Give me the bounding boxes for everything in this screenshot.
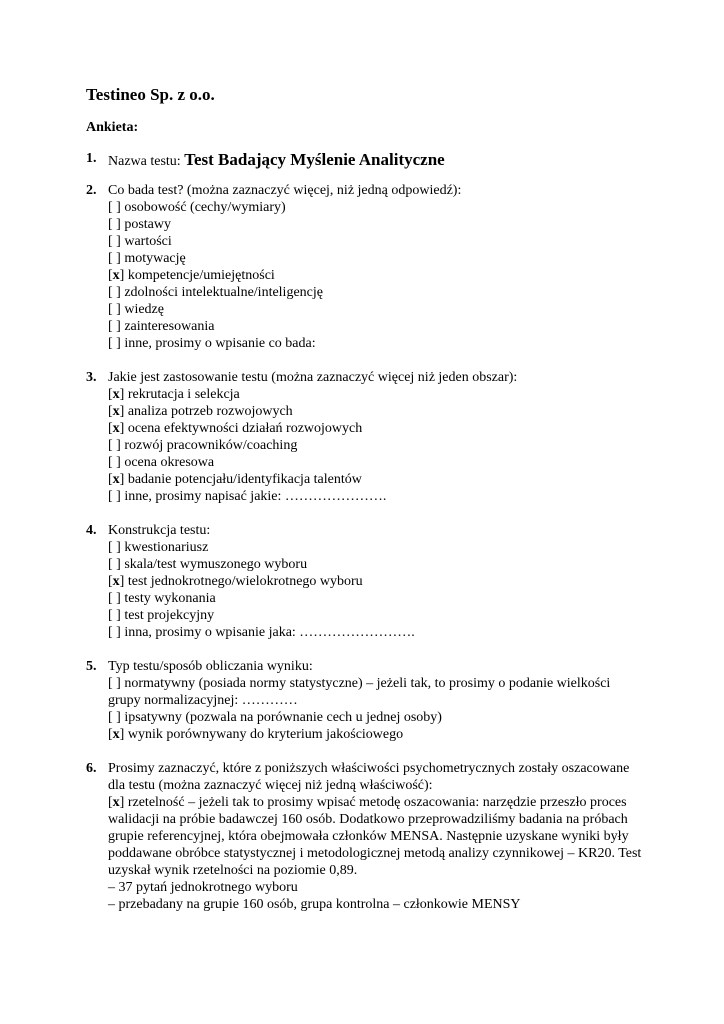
- checkbox-checked[interactable]: [x]: [108, 472, 125, 487]
- checkbox-checked[interactable]: [x]: [108, 387, 125, 402]
- option-label: osobowość (cechy/wymiary): [124, 200, 286, 215]
- option-label: test projekcyjny: [124, 608, 215, 623]
- company-name: Testineo Sp. z o.o.: [86, 85, 215, 104]
- question-1: [86, 150, 646, 170]
- option-label: zainteresowania: [124, 319, 215, 334]
- checkbox-unchecked[interactable]: [ ]: [108, 285, 121, 300]
- question-label: Nazwa testu:: [108, 154, 181, 169]
- checkbox-unchecked[interactable]: [ ]: [108, 625, 121, 640]
- option-inna: [108, 624, 646, 641]
- checkbox-checked[interactable]: [x]: [108, 574, 125, 589]
- question-text: Konstrukcja testu:: [108, 523, 211, 538]
- checkbox-unchecked[interactable]: [ ]: [108, 608, 121, 623]
- question-number: 2.: [86, 183, 97, 198]
- checkbox-unchecked[interactable]: [ ]: [108, 438, 121, 453]
- checkbox-checked[interactable]: [x]: [108, 404, 125, 419]
- option-testy-wykonania: [108, 590, 646, 607]
- test-name: Test Badający Myślenie Analityczne: [184, 150, 445, 169]
- option-test-wyboru: [108, 573, 646, 590]
- question-number: 6.: [86, 761, 97, 776]
- option-label: ocena efektywności działań rozwojowych: [127, 421, 363, 436]
- checkbox-unchecked[interactable]: [ ]: [108, 234, 121, 249]
- question-number: 3.: [86, 370, 97, 385]
- question-text: Co bada test? (można zaznaczyć więcej, niż jedną odpowiedź):: [108, 183, 462, 198]
- checkbox-unchecked[interactable]: [ ]: [108, 710, 121, 725]
- option-wiedze: [108, 301, 646, 318]
- option-osobowosc: [108, 199, 646, 216]
- checkbox-unchecked[interactable]: [ ]: [108, 217, 121, 232]
- question-number: 4.: [86, 523, 97, 538]
- question-3: [86, 369, 646, 505]
- checkbox-unchecked[interactable]: [ ]: [108, 540, 121, 555]
- option-inne: [108, 335, 646, 352]
- option-rozwoj: [108, 437, 646, 454]
- checkbox-unchecked[interactable]: [ ]: [108, 302, 121, 317]
- option-label: postawy: [124, 217, 171, 232]
- checkbox-unchecked[interactable]: [ ]: [108, 251, 121, 266]
- checkbox-checked[interactable]: [x]: [108, 268, 125, 283]
- check-mark: x: [112, 727, 120, 742]
- question-text: Jakie jest zastosowanie testu (można zaznaczyć więcej niż jeden obszar):: [108, 370, 518, 385]
- checkbox-checked[interactable]: [x]: [108, 795, 125, 810]
- option-label: kwestionariusz: [124, 540, 209, 555]
- check-mark: x: [112, 795, 120, 810]
- option-inne: [108, 488, 646, 505]
- question-5: [86, 658, 646, 743]
- check-mark: x: [112, 421, 120, 436]
- option-label: kompetencje/umiejętności: [127, 268, 275, 283]
- option-label: wynik porównywany do kryterium jakościowego: [127, 727, 404, 742]
- option-rzetelnosc: [108, 794, 646, 879]
- option-label: analiza potrzeb rozwojowych: [127, 404, 293, 419]
- option-zdolnosci: [108, 284, 646, 301]
- option-label: zdolności intelektualne/inteligencję: [124, 285, 323, 300]
- option-label: motywację: [124, 251, 186, 266]
- note-line: – 37 pytań jednokrotnego wyboru: [108, 880, 298, 895]
- checkbox-checked[interactable]: [x]: [108, 727, 125, 742]
- option-label: test jednokrotnego/wielokrotnego wyboru: [127, 574, 363, 589]
- option-label: ipsatywny (pozwala na porównanie cech u jednej osoby): [124, 710, 442, 725]
- option-label: inna, prosimy o wpisanie jaka: …………………….: [124, 625, 415, 640]
- question-number: 1.: [86, 151, 97, 166]
- option-motywacje: [108, 250, 646, 267]
- option-label: rekrutacja i selekcja: [127, 387, 240, 402]
- question-4: [86, 522, 646, 641]
- checkbox-unchecked[interactable]: [ ]: [108, 557, 121, 572]
- option-label: badanie potencjału/identyfikacja talentów: [127, 472, 362, 487]
- option-badanie-potencjalu: [108, 471, 646, 488]
- option-label: normatywny (posiada normy statystyczne) – jeżeli tak, to prosimy o podanie wielkości grupy normalizacyjnej: …………: [108, 676, 611, 708]
- check-mark: x: [112, 387, 120, 402]
- checkbox-unchecked[interactable]: [ ]: [108, 455, 121, 470]
- option-label: skala/test wymuszonego wyboru: [124, 557, 308, 572]
- option-analiza-potrzeb: [108, 403, 646, 420]
- checkbox-unchecked[interactable]: [ ]: [108, 489, 121, 504]
- option-label: testy wykonania: [124, 591, 216, 606]
- check-mark: x: [112, 472, 120, 487]
- checkbox-unchecked[interactable]: [ ]: [108, 676, 121, 691]
- option-normatywny: [108, 675, 646, 709]
- option-test-projekcyjny: [108, 607, 646, 624]
- option-label: ocena okresowa: [124, 455, 215, 470]
- document-page: [86, 84, 646, 913]
- option-kryterium: [108, 726, 646, 743]
- option-postawy: [108, 216, 646, 233]
- option-label: inne, prosimy napisać jakie: ………………….: [124, 489, 387, 504]
- option-ipsatywny: [108, 709, 646, 726]
- check-mark: x: [112, 574, 120, 589]
- option-ocena-efektywnosci: [108, 420, 646, 437]
- option-wartosci: [108, 233, 646, 250]
- checkbox-unchecked[interactable]: [ ]: [108, 319, 121, 334]
- check-mark: x: [112, 404, 120, 419]
- option-skala: [108, 556, 646, 573]
- question-2: [86, 182, 646, 352]
- option-label: rozwój pracowników/coaching: [124, 438, 298, 453]
- option-kompetencje: [108, 267, 646, 284]
- option-label: inne, prosimy o wpisanie co bada:: [124, 336, 316, 351]
- checkbox-unchecked[interactable]: [ ]: [108, 591, 121, 606]
- question-number: 5.: [86, 659, 97, 674]
- option-rekrutacja: [108, 386, 646, 403]
- check-mark: x: [112, 268, 120, 283]
- checkbox-checked[interactable]: [x]: [108, 421, 125, 436]
- checkbox-unchecked[interactable]: [ ]: [108, 336, 121, 351]
- question-6: [86, 760, 646, 913]
- option-kwestionariusz: [108, 539, 646, 556]
- answer-text: rzetelność – jeżeli tak to prosimy wpisać metodę oszacowania: narzędzie przeszło proces walidacji na próbie badawczej 160 osób. Dodatkowo przeprowadziliśmy badania na próbach grupie referencyjnej, która obejmowała członków MENSA. Następnie uzyskane wyniki były poddawane obróbce statystycznej i metodologicznej metodą analizy czynnikowej – KR20. Test uzyskał wynik rzetelności na poziomie 0,89.: [108, 795, 642, 878]
- option-label: wartości: [124, 234, 172, 249]
- survey-label: Ankieta:: [86, 120, 139, 135]
- option-label: wiedzę: [124, 302, 164, 317]
- checkbox-unchecked[interactable]: [ ]: [108, 200, 121, 215]
- option-zainteresowania: [108, 318, 646, 335]
- question-text: Prosimy zaznaczyć, które z poniższych właściwości psychometrycznych zostały oszacowane dla testu (można zaznaczyć więcej niż jedną właściwość):: [108, 761, 630, 793]
- question-text: Typ testu/sposób obliczania wyniku:: [108, 659, 313, 674]
- option-ocena-okresowa: [108, 454, 646, 471]
- note-line: – przebadany na grupie 160 osób, grupa kontrolna – członkowie MENSY: [108, 897, 521, 912]
